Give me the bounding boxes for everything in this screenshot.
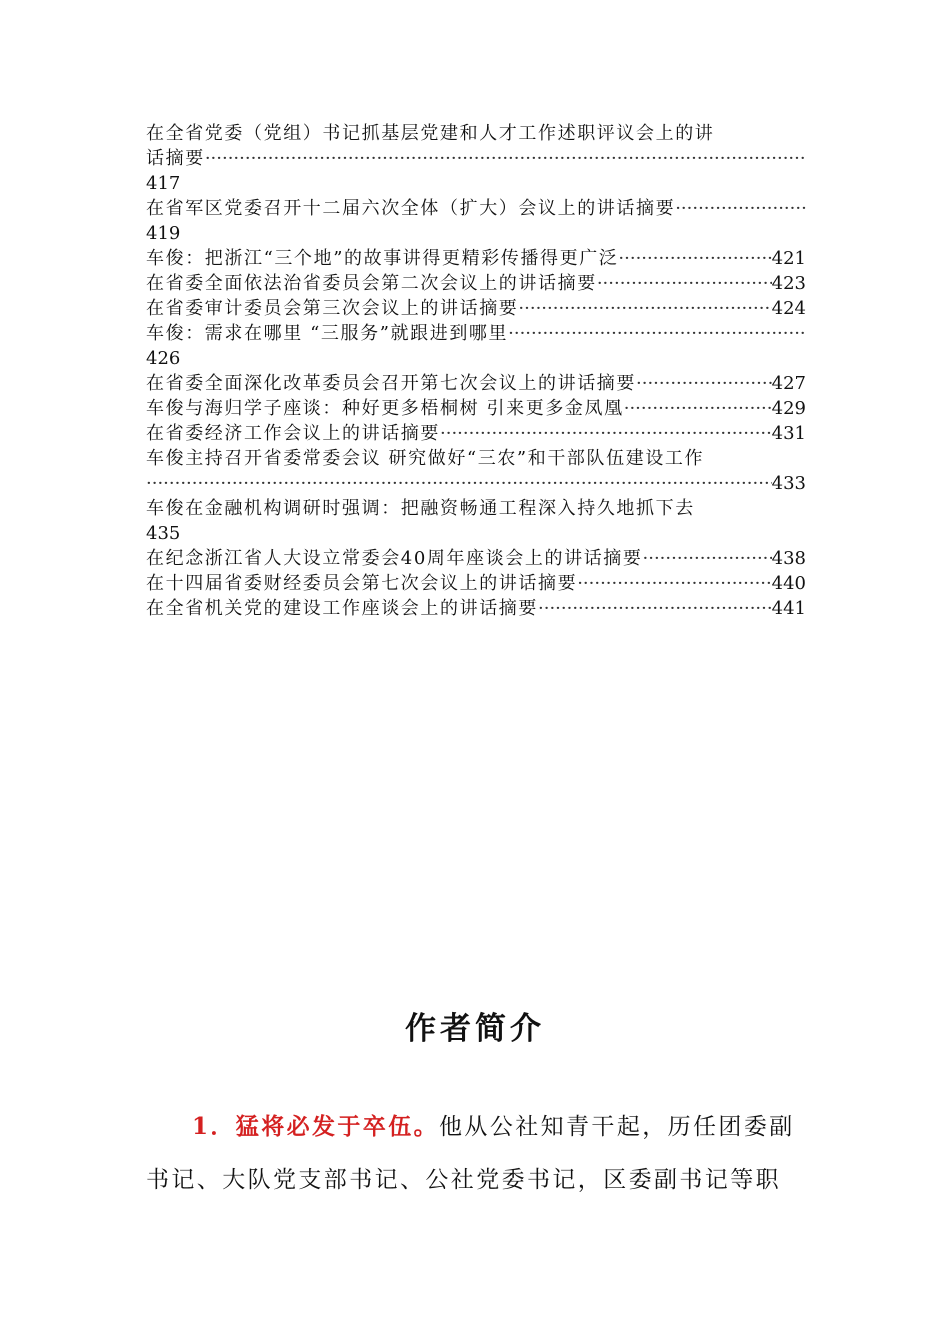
toc-page-number: 419 [146, 223, 181, 244]
toc-entry[interactable] [146, 196, 806, 246]
toc-entry[interactable] [146, 596, 806, 621]
toc-leader-dots [636, 371, 772, 396]
toc-page-number: 421 [771, 248, 806, 269]
toc-entry[interactable] [146, 496, 806, 546]
toc-page-number: 427 [771, 373, 806, 394]
toc-entry-title: 在省委全面依法治省委员会第二次会议上的讲话摘要 [146, 273, 597, 294]
toc-leader-dots [518, 296, 771, 321]
body-paragraph [146, 1100, 806, 1207]
toc-entry-title: 在纪念浙江省人大设立常委会40周年座谈会上的讲话摘要 [146, 548, 643, 569]
toc-page-number: 417 [146, 173, 181, 194]
toc-page-number: 424 [771, 298, 806, 319]
toc-entry[interactable] [146, 396, 806, 421]
toc-entry-title: 在十四届省委财经委员会第七次会议上的讲话摘要 [146, 573, 578, 594]
toc-leader-dots [597, 271, 772, 296]
toc-leader-dots [146, 471, 772, 496]
toc-page-number: 440 [771, 573, 806, 594]
toc-entry-title: 车俊：把浙江“三个地”的故事讲得更精彩传播得更广泛 [146, 248, 619, 269]
toc-entry[interactable] [146, 546, 806, 571]
toc-entry-title-cont: 话摘要 [146, 148, 205, 169]
toc-page-number: 426 [146, 348, 181, 369]
toc-entry-title: 车俊在金融机构调研时强调：把融资畅通工程深入持久地抓下去 [146, 498, 695, 519]
toc-leader-dots [440, 421, 772, 446]
toc-leader-dots [577, 571, 771, 596]
paragraph-lead-heading: 1．猛将必发于卒伍。 [192, 1113, 440, 1140]
toc-entry[interactable] [146, 296, 806, 321]
toc-page-number: 438 [771, 548, 806, 569]
paragraph-line [146, 1100, 806, 1154]
toc-page-number: 429 [771, 398, 806, 419]
toc-entry[interactable] [146, 121, 806, 196]
paragraph-text: 他从公社知青干起，历任团委副 [439, 1114, 795, 1140]
toc-entry[interactable] [146, 321, 806, 371]
toc-page-number: 441 [771, 598, 806, 619]
toc-entry-title: 在全省党委（党组）书记抓基层党建和人才工作述职评议会上的讲 [146, 123, 715, 144]
toc-leader-dots [624, 396, 772, 421]
toc-entry-title: 车俊主持召开省委常委会议 研究做好“三农”和干部队伍建设工作 [146, 448, 705, 469]
table-of-contents [146, 121, 806, 621]
toc-leader-dots [205, 146, 806, 171]
toc-page-number: 423 [771, 273, 806, 294]
toc-entry-title: 在省委全面深化改革委员会召开第七次会议上的讲话摘要 [146, 373, 636, 394]
toc-entry[interactable] [146, 446, 806, 496]
toc-entry-title: 车俊：需求在哪里 “三服务”就跟进到哪里 [146, 323, 509, 344]
toc-leader-dots [538, 596, 772, 621]
section-title: 作者简介 [405, 1011, 545, 1047]
toc-leader-dots [508, 321, 806, 346]
toc-entry-title: 在省委经济工作会议上的讲话摘要 [146, 423, 440, 444]
toc-leader-dots [675, 196, 806, 221]
paragraph-line: 书记、大队党支部书记、公社党委书记，区委副书记等职 [146, 1167, 781, 1193]
toc-entry-title: 在省军区党委召开十二届六次全体（扩大）会议上的讲话摘要 [146, 198, 676, 219]
toc-entry[interactable] [146, 246, 806, 271]
toc-page-number: 433 [771, 473, 806, 494]
toc-page-number: 431 [771, 423, 806, 444]
toc-entry[interactable] [146, 571, 806, 596]
toc-entry[interactable] [146, 271, 806, 296]
toc-leader-dots [643, 546, 772, 571]
toc-entry-title: 在省委审计委员会第三次会议上的讲话摘要 [146, 298, 519, 319]
toc-entry-title: 在全省机关党的建设工作座谈会上的讲话摘要 [146, 598, 538, 619]
toc-leader-dots [618, 246, 771, 271]
toc-page-number: 435 [146, 523, 181, 544]
toc-entry-title: 车俊与海归学子座谈：种好更多梧桐树 引来更多金凤凰 [146, 398, 624, 419]
toc-entry[interactable] [146, 421, 806, 446]
toc-entry[interactable] [146, 371, 806, 396]
